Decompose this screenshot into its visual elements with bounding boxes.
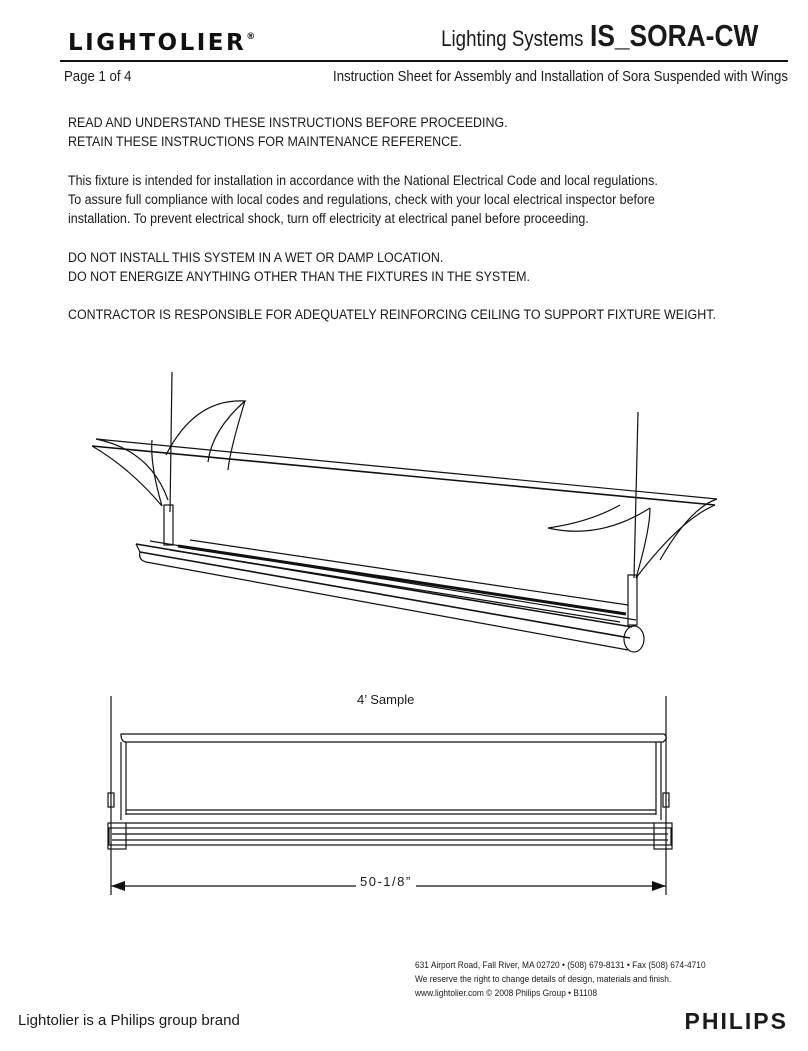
contractor-note xyxy=(68,305,716,324)
text-line: This fixture is intended for installation in accordance with the National Electrical Code and local regulations. xyxy=(68,173,658,188)
overall-length-dimension: 50-1/8” xyxy=(356,874,416,889)
compliance-paragraph xyxy=(68,171,658,228)
right-arrowhead xyxy=(652,881,666,891)
fixture-perspective-drawing xyxy=(80,365,740,665)
philips-logo: PHILIPS xyxy=(684,1008,788,1034)
housing-body xyxy=(109,828,671,845)
wing-top xyxy=(121,734,666,742)
right-bracket xyxy=(628,575,637,625)
document-code: IS_SORA-CW xyxy=(589,18,759,53)
category-label: Lighting Systems xyxy=(441,26,584,51)
lightolier-logo xyxy=(68,30,255,56)
header-rule xyxy=(60,60,788,62)
text-line: CONTRACTOR IS RESPONSIBLE FOR ADEQUATELY REINFORCING CEILING TO SUPPORT FIXTURE WEIGHT. xyxy=(68,307,716,322)
contact-line: We reserve the right to change details of design, materials and finish. xyxy=(415,974,672,984)
text-line: To assure full compliance with local codes and regulations, check with your local electrical inspector before xyxy=(68,192,655,207)
contact-line: www.lightolier.com © 2008 Philips Group • B1108 xyxy=(415,988,598,998)
page-number: Page 1 of 4 xyxy=(64,68,132,85)
text-line: READ AND UNDERSTAND THESE INSTRUCTIONS BEFORE PROCEEDING. xyxy=(68,115,508,130)
sample-label: 4’ Sample xyxy=(357,692,415,707)
warning-paragraph-1 xyxy=(68,113,508,151)
left-suspension-cable xyxy=(170,372,172,512)
warning-paragraph-2 xyxy=(68,248,530,286)
text-line: DO NOT INSTALL THIS SYSTEM IN A WET OR DAMP LOCATION. xyxy=(68,250,444,265)
fixture-wing xyxy=(92,401,717,578)
text-line: installation. To prevent electrical shock, turn off electricity at electrical panel before proceeding. xyxy=(68,211,589,226)
text-line: RETAIN THESE INSTRUCTIONS FOR MAINTENANCE REFERENCE. xyxy=(68,134,462,149)
contact-block xyxy=(415,958,706,1000)
registered-mark: ® xyxy=(246,32,256,42)
text-line: DO NOT ENERGIZE ANYTHING OTHER THAN THE FIXTURES IN THE SYSTEM. xyxy=(68,269,530,284)
document-header xyxy=(416,18,788,54)
right-suspension-cable xyxy=(634,412,638,578)
document-subtitle: Instruction Sheet for Assembly and Installation of Sora Suspended with Wings xyxy=(333,68,788,85)
left-arrowhead xyxy=(111,881,125,891)
fixture-housing xyxy=(136,540,644,652)
contact-line: 631 Airport Road, Fall River, MA 02720 • (508) 679-8131 • Fax (508) 674-4710 xyxy=(415,960,706,970)
logo-text: LIGHTOLIER xyxy=(68,30,247,56)
brand-note: Lightolier is a Philips group brand xyxy=(18,1012,240,1029)
fixture-elevation-drawing xyxy=(100,690,680,900)
left-bracket xyxy=(164,505,173,545)
